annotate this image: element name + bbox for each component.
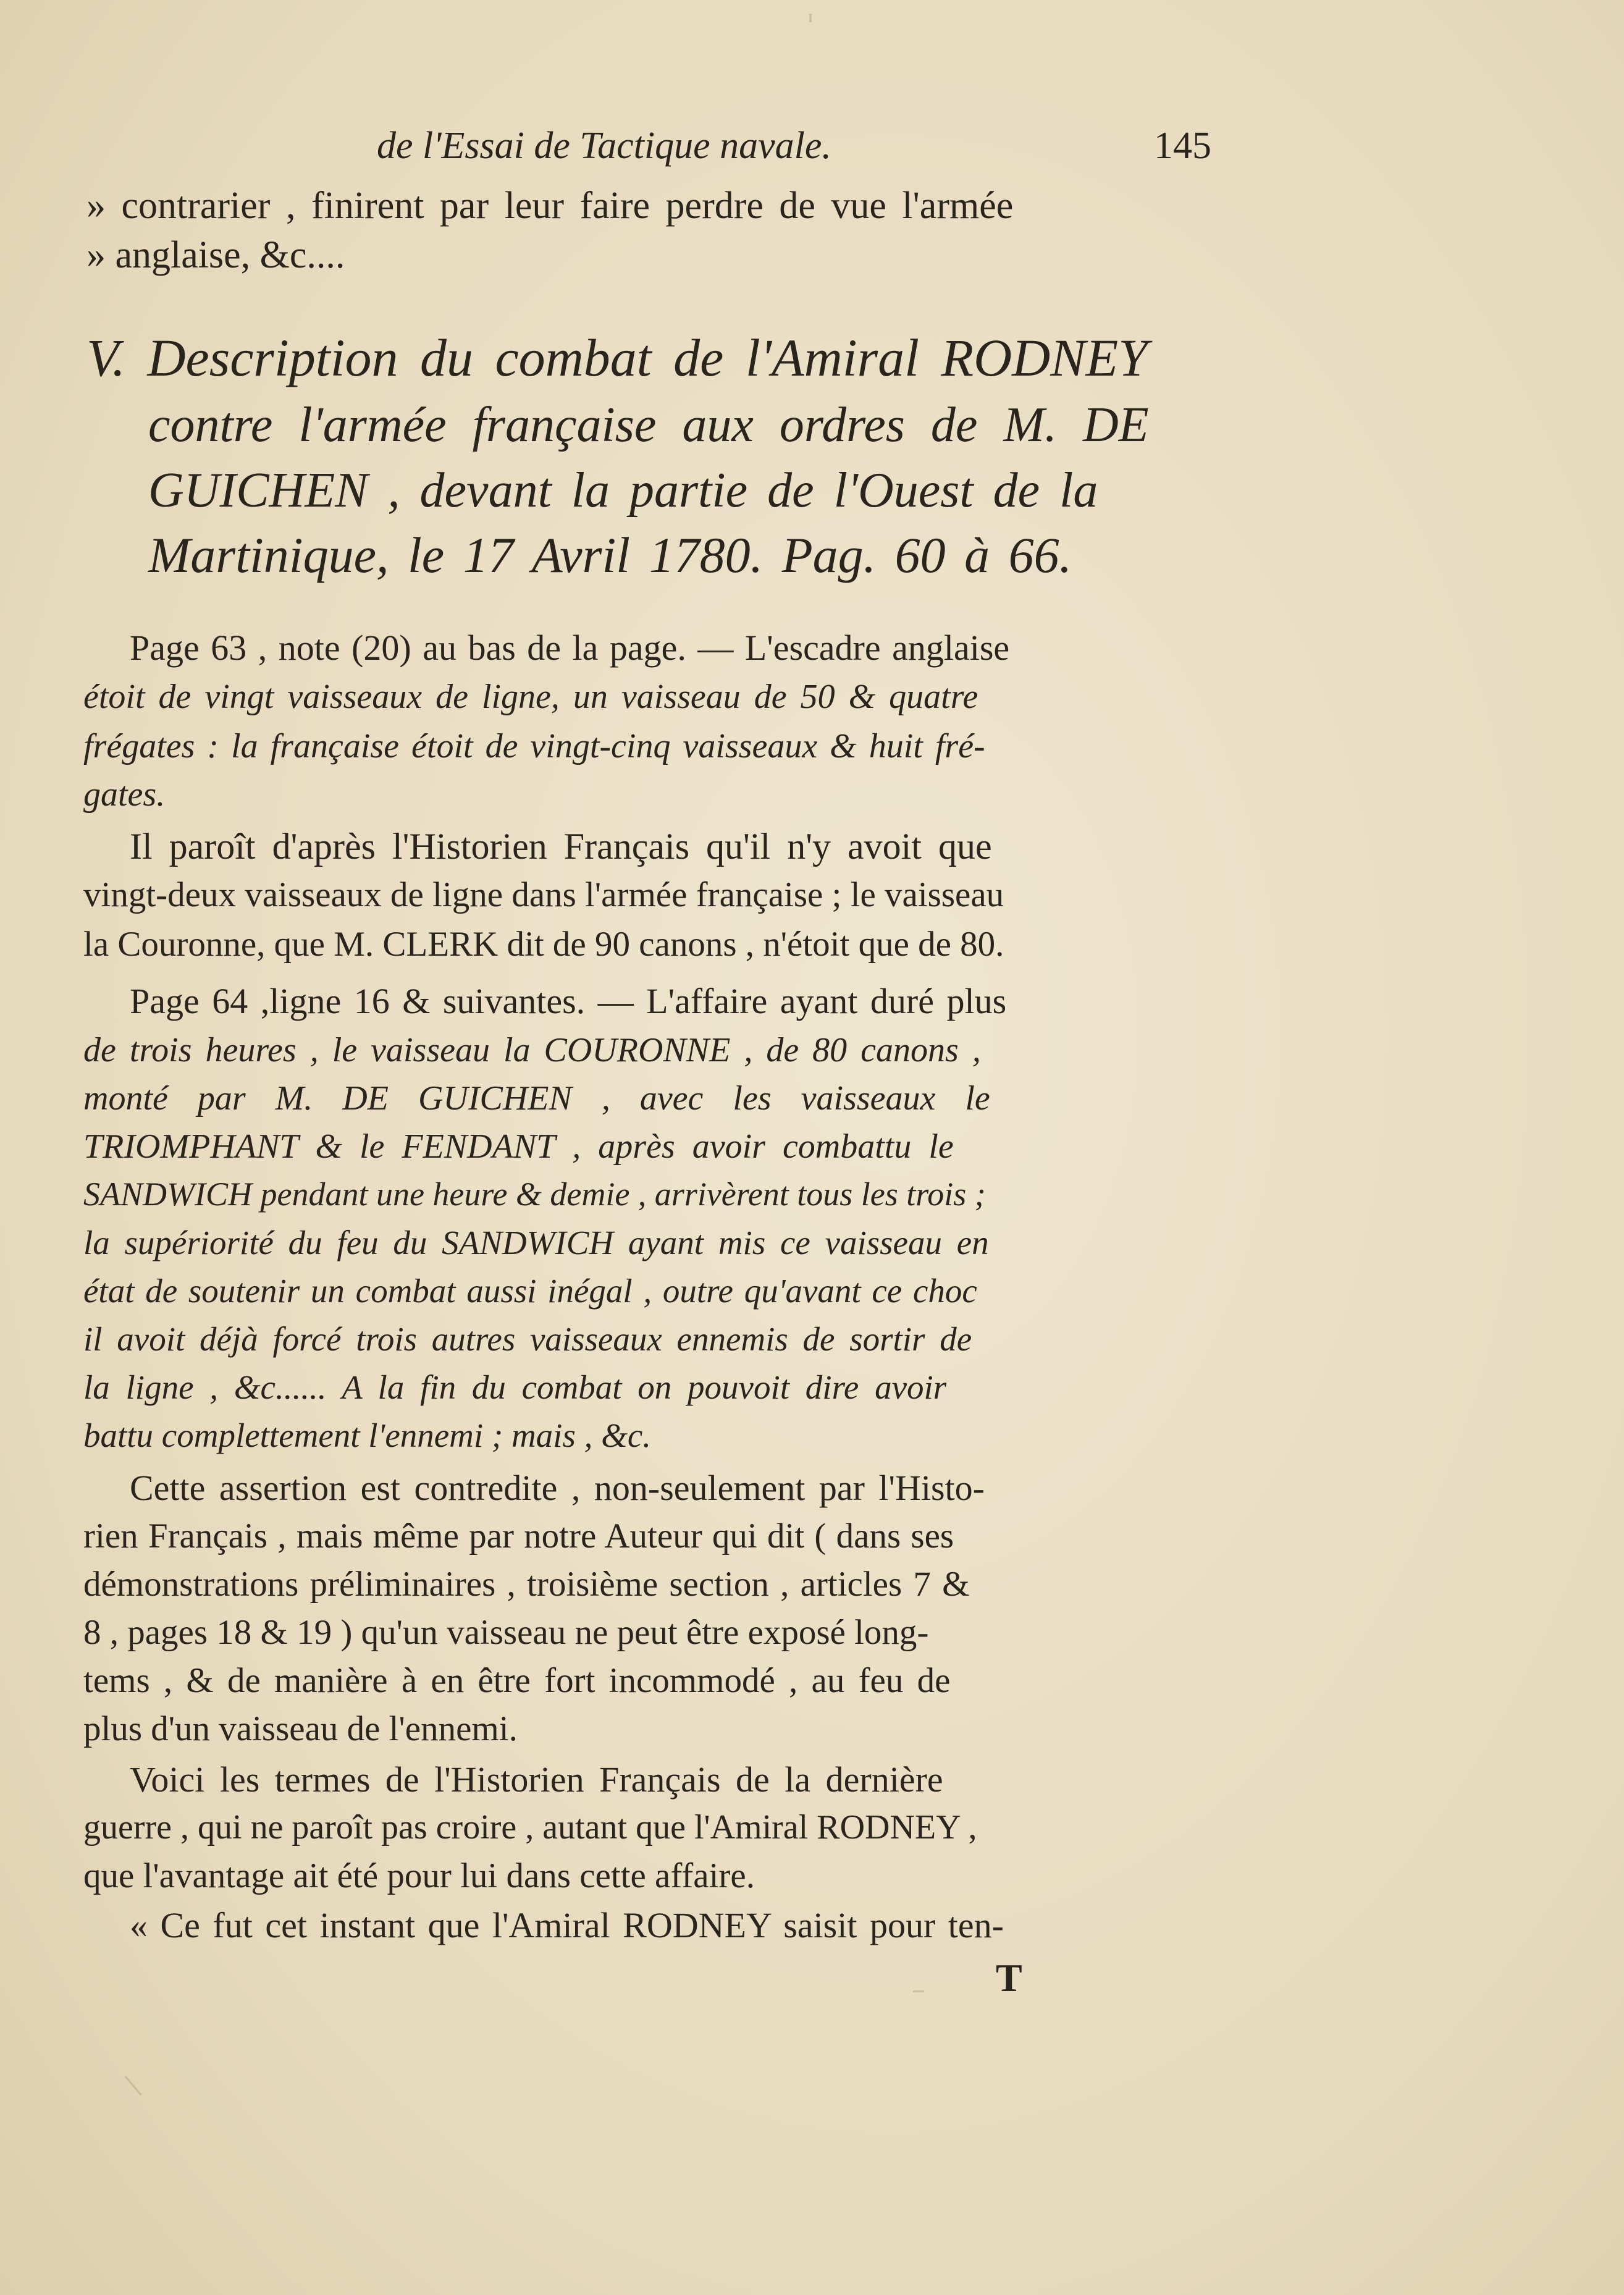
paper-speck <box>124 2076 141 2096</box>
text-line: « Ce fut cet instant que l'Amiral RODNEY saisit pour ten- <box>130 1905 1004 1945</box>
text-line: la ligne , &c...... A la fin du combat on pouvoit dire avoir <box>83 1368 947 1406</box>
text-line: tems , & de manière à en être fort incommodé , au feu de <box>83 1661 951 1700</box>
section-title-line: Martinique, le 17 Avril 1780. Pag. 60 à 66. <box>148 527 1072 583</box>
text-line: la Couronne, que M. CLERK dit de 90 canons , n'étoit que de 80. <box>83 925 1004 964</box>
text-line: étoit de vingt vaisseaux de ligne, un vaisseau de 50 & quatre <box>83 678 978 716</box>
page-number: 145 <box>1154 125 1211 167</box>
paper-speck <box>809 14 812 22</box>
text-line: que l'avantage ait été pour lui dans cette affaire. <box>83 1856 755 1895</box>
text-line: Il paroît d'après l'Historien Français qu'il n'y avoit que <box>130 826 992 867</box>
text-line: Page 63 , note (20) au bas de la page. — L'escadre anglaise <box>130 628 1010 668</box>
text-line: SANDWICH pendant une heure & demie , arrivèrent tous les trois ; <box>83 1176 986 1213</box>
text-line: Cette assertion est contredite , non-seulement par l'Histo- <box>130 1468 985 1508</box>
text-line: état de soutenir un combat aussi inégal , outre qu'avant ce choc <box>83 1272 977 1310</box>
text-line: » anglaise, &c.... <box>86 234 345 276</box>
text-line: plus d'un vaisseau de l'ennemi. <box>83 1709 518 1748</box>
section-title-line: GUICHEN , devant la partie de l'Ouest de la <box>148 463 1098 518</box>
text-line: il avoit déjà forcé trois autres vaisseaux ennemis de sortir de <box>83 1320 972 1358</box>
text-line: de trois heures , le vaisseau la COURONNE , de 80 canons , <box>83 1031 981 1069</box>
text-line: Page 64 ,ligne 16 & suivantes. — L'affaire ayant duré plus <box>130 981 1007 1021</box>
text-line: battu complettement l'ennemi ; mais , &c. <box>83 1417 652 1454</box>
text-line: rien Français , mais même par notre Auteur qui dit ( dans ses <box>83 1517 954 1556</box>
text-line: monté par M. DE GUICHEN , avec les vaisseaux le <box>83 1079 990 1118</box>
text-line: gates. <box>83 775 166 814</box>
section-title-line: contre l'armée française aux ordres de M. DE <box>148 398 1149 452</box>
text-line: frégates : la française étoit de vingt-cinq vaisseaux & huit fré- <box>83 727 985 765</box>
text-line: TRIOMPHANT & le FENDANT , après avoir combattu le <box>83 1127 954 1166</box>
text-line: 8 , pages 18 & 19 ) qu'un vaisseau ne peut être exposé long- <box>83 1613 929 1652</box>
text-line: Voici les termes de l'Historien Français de la dernière <box>130 1759 943 1800</box>
text-line: la supériorité du feu du SANDWICH ayant mis ce vaisseau en <box>83 1224 989 1261</box>
paper-speck <box>913 1990 924 1992</box>
running-title: de l'Essai de Tactique navale. <box>377 125 831 167</box>
text-line: vingt-deux vaisseaux de ligne dans l'armée française ; le vaisseau <box>83 875 1004 914</box>
section-title-line: V. Description du combat de l'Amiral RODNEY <box>86 328 1148 387</box>
text-line: guerre , qui ne paroît pas croire , autant que l'Amiral RODNEY , <box>83 1808 977 1847</box>
text-line: » contrarier , finirent par leur faire perdre de vue l'armée <box>86 185 1014 227</box>
text-line: démonstrations préliminaires , troisième section , articles 7 & <box>83 1565 970 1604</box>
signature-mark: T <box>996 1956 1022 2000</box>
